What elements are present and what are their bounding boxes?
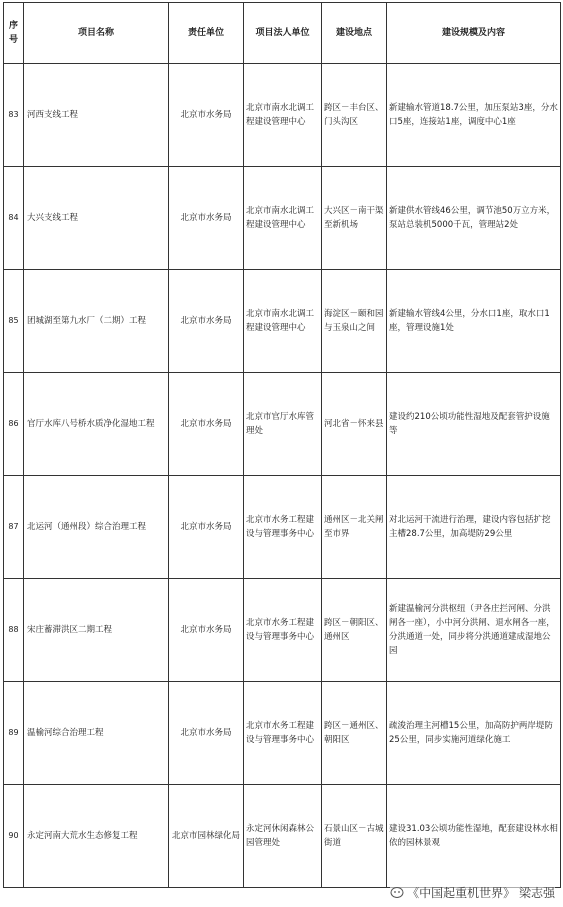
watermark-text: 《中国起重机世界》 梁志强 <box>407 886 555 900</box>
cell-project-owner: 北京市南水北调工程建设管理中心 <box>244 64 322 167</box>
cell-responsible-unit: 北京市园林绿化局 <box>169 785 244 888</box>
cell-no: 85 <box>4 270 24 373</box>
cell-project-owner: 北京市水务工程建设与管理事务中心 <box>244 579 322 682</box>
table-row <box>4 270 561 373</box>
cell-project-name: 河西支线工程 <box>24 64 169 167</box>
table-row <box>4 373 561 476</box>
table-row <box>4 682 561 785</box>
cell-site: 通州区－北关闸至市界 <box>322 476 387 579</box>
table-header-row <box>4 3 561 64</box>
wechat-bubble-icon <box>390 886 404 900</box>
cell-project-owner: 永定河休闲森林公园管理处 <box>244 785 322 888</box>
cell-project-name: 大兴支线工程 <box>24 167 169 270</box>
cell-scope: 对北运河干流进行治理，建设内容包括扩挖主槽28.7公里，加高堤防29公里 <box>387 476 561 579</box>
cell-scope: 建设约210公顷功能性湿地及配套管护设施等 <box>387 373 561 476</box>
cell-site: 河北省－怀来县 <box>322 373 387 476</box>
watermark <box>390 884 555 901</box>
cell-project-name: 团城湖至第九水厂（二期）工程 <box>24 270 169 373</box>
cell-scope: 新建输水管线4公里，分水口1座，取水口1座，管理设施1处 <box>387 270 561 373</box>
cell-scope: 新建温榆河分洪枢纽（尹各庄拦河闸、分洪闸各一座），小中河分洪闸、退水闸各一座，分洪通道一处，同步将分洪通道建成湿地公园 <box>387 579 561 682</box>
cell-scope: 新建输水管道18.7公里，加压泵站3座，分水口5座，连接站1座，调度中心1座 <box>387 64 561 167</box>
cell-scope: 疏浚治理主河槽15公里，加高防护两岸堤防25公里，同步实施河道绿化施工 <box>387 682 561 785</box>
cell-project-owner: 北京市官厅水库管理处 <box>244 373 322 476</box>
header-scope: 建设规模及内容 <box>387 3 561 64</box>
cell-no: 86 <box>4 373 24 476</box>
table-row <box>4 579 561 682</box>
cell-project-name: 北运河（通州段）综合治理工程 <box>24 476 169 579</box>
cell-no: 90 <box>4 785 24 888</box>
cell-responsible-unit: 北京市水务局 <box>169 167 244 270</box>
table-row <box>4 476 561 579</box>
cell-scope: 建设31.03公顷功能性湿地，配套建设林水相依的园林景观 <box>387 785 561 888</box>
header-responsible-unit: 责任单位 <box>169 3 244 64</box>
cell-responsible-unit: 北京市水务局 <box>169 373 244 476</box>
cell-responsible-unit: 北京市水务局 <box>169 682 244 785</box>
cell-site: 大兴区－南干渠至新机场 <box>322 167 387 270</box>
table-row <box>4 167 561 270</box>
cell-no: 83 <box>4 64 24 167</box>
cell-project-name: 官厅水库八号桥水质净化湿地工程 <box>24 373 169 476</box>
cell-no: 88 <box>4 579 24 682</box>
header-project-name: 项目名称 <box>24 3 169 64</box>
cell-responsible-unit: 北京市水务局 <box>169 579 244 682</box>
cell-project-name: 宋庄蓄滞洪区二期工程 <box>24 579 169 682</box>
header-project-owner: 项目法人单位 <box>244 3 322 64</box>
cell-no: 87 <box>4 476 24 579</box>
cell-no: 84 <box>4 167 24 270</box>
cell-project-name: 温榆河综合治理工程 <box>24 682 169 785</box>
cell-responsible-unit: 北京市水务局 <box>169 476 244 579</box>
header-no: 序号 <box>4 3 24 64</box>
cell-responsible-unit: 北京市水务局 <box>169 270 244 373</box>
cell-site: 跨区－朝阳区、通州区 <box>322 579 387 682</box>
cell-project-owner: 北京市水务工程建设与管理事务中心 <box>244 476 322 579</box>
cell-site: 石景山区－古城街道 <box>322 785 387 888</box>
cell-scope: 新建供水管线46公里，调节池50万立方米，泵站总装机5000千瓦，管理站2处 <box>387 167 561 270</box>
project-table <box>3 2 561 888</box>
header-site: 建设地点 <box>322 3 387 64</box>
cell-project-name: 永定河南大荒水生态修复工程 <box>24 785 169 888</box>
cell-project-owner: 北京市南水北调工程建设管理中心 <box>244 270 322 373</box>
cell-no: 89 <box>4 682 24 785</box>
cell-project-owner: 北京市南水北调工程建设管理中心 <box>244 167 322 270</box>
table-row <box>4 64 561 167</box>
cell-project-owner: 北京市水务工程建设与管理事务中心 <box>244 682 322 785</box>
cell-site: 跨区－通州区、朝阳区 <box>322 682 387 785</box>
table-row <box>4 785 561 888</box>
cell-responsible-unit: 北京市水务局 <box>169 64 244 167</box>
cell-site: 海淀区－颐和园与玉泉山之间 <box>322 270 387 373</box>
cell-site: 跨区－丰台区、门头沟区 <box>322 64 387 167</box>
